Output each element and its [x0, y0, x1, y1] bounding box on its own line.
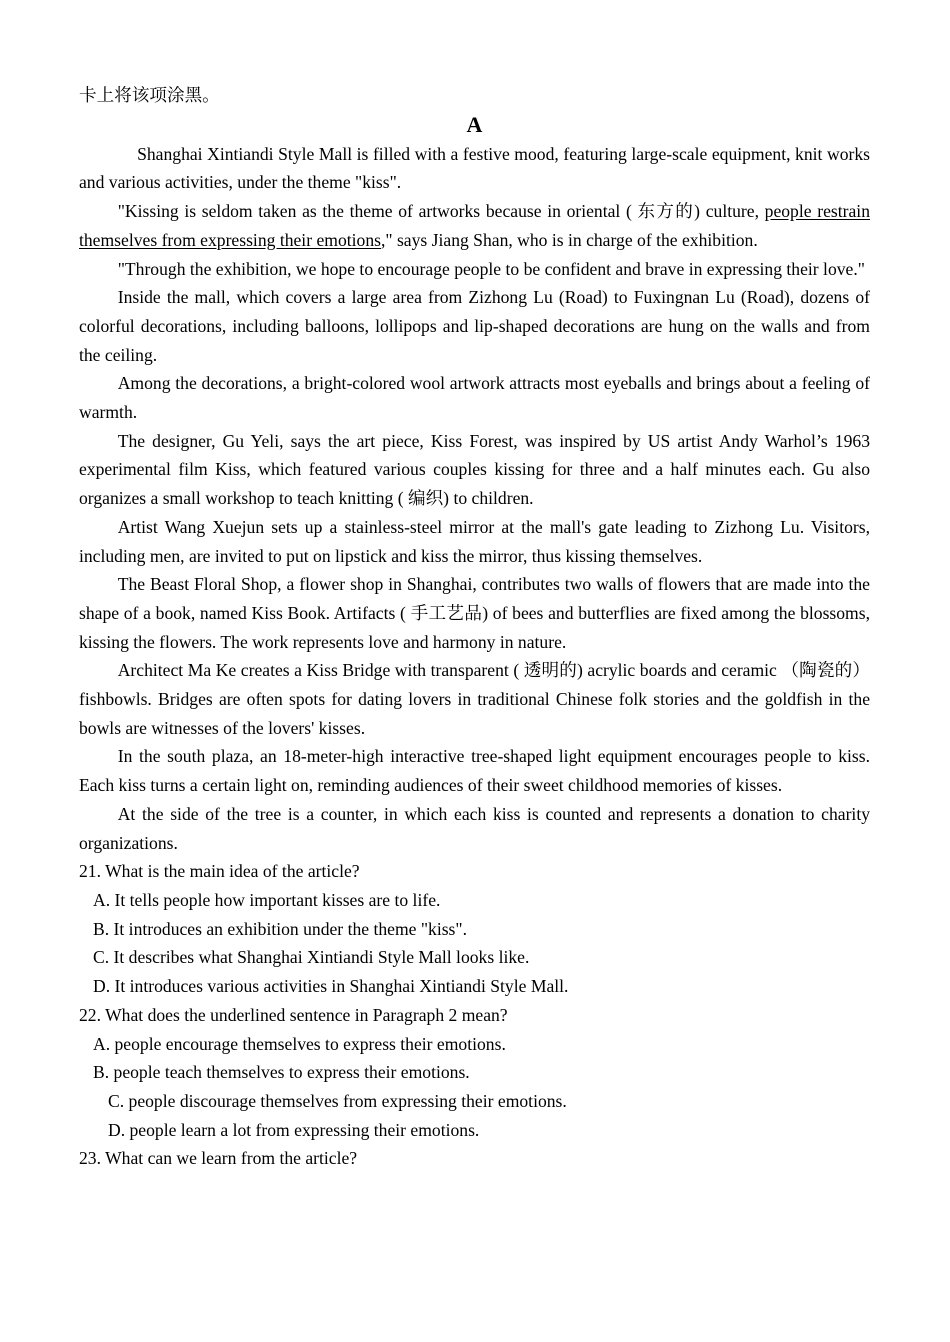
question-21: [79, 857, 870, 1001]
question-stem: 22. What does the underlined sentence in Paragraph 2 mean?: [79, 1004, 508, 1025]
option-a: A. people encourage themselves to express their emotions.: [93, 1033, 506, 1054]
paragraph-2-tail: ," says Jiang Shan, who is in charge of the exhibition.: [380, 229, 758, 250]
question-23: [79, 1144, 870, 1173]
option-c: C. It describes what Shanghai Xintiandi Style Mall looks like.: [93, 947, 530, 968]
section-title: A: [466, 111, 483, 137]
option-c: C. people discourage themselves from expressing their emotions.: [108, 1090, 567, 1111]
question-stem: 21. What is the main idea of the article?: [79, 861, 360, 882]
option-d: D. It introduces various activities in Shanghai Xintiandi Style Mall.: [93, 976, 569, 997]
paragraph-7: Artist Wang Xuejun sets up a stainless-steel mirror at the mall's gate leading to Zizhong Lu. Visitors, including men, are invited to put on lipstick and kiss the mirror, thus kissing themselves.: [79, 516, 870, 566]
paragraph-9: Architect Ma Ke creates a Kiss Bridge with transparent ( 透明的) acrylic boards and ceramic （陶瓷的）fishbowls. Bridges are often spots for dating lovers in traditional Chinese folk stories and the goldfish in the bowls are witnesses of the lovers' kisses.: [79, 660, 870, 738]
paragraph-10: In the south plaza, an 18-meter-high interactive tree-shaped light equipment encourages people to kiss. Each kiss turns a certain light on, reminding audiences of their sweet childhood memories of kisses.: [79, 746, 870, 796]
passage: [79, 140, 870, 858]
question-stem: 23. What can we learn from the article?: [79, 1148, 358, 1169]
option-b: B. It introduces an exhibition under the theme "kiss".: [93, 918, 467, 939]
option-a: A. It tells people how important kisses are to life.: [93, 889, 441, 910]
paragraph-2: [79, 197, 870, 254]
paragraph-1: Shanghai Xintiandi Style Mall is filled with a festive mood, featuring large-scale equipment, knit works and various activities, under the theme "kiss".: [79, 143, 870, 193]
question-22: [79, 1001, 870, 1145]
paragraph-5: Among the decorations, a bright-colored wool artwork attracts most eyeballs and brings about a feeling of warmth.: [79, 373, 870, 423]
paragraph-6: The designer, Gu Yeli, says the art piece, Kiss Forest, was inspired by US artist Andy Warhol’s 1963 experimental film Kiss, which featured various couples kissing for three and a half minutes each. Gu also organizes a small workshop to teach knitting ( 编织) to children.: [79, 430, 870, 509]
paragraph-8: The Beast Floral Shop, a flower shop in Shanghai, contributes two walls of flowers that are made into the shape of a book, named Kiss Book. Artifacts ( 手工艺品) of bees and butterflies are fixed among the blossoms, kissing the flowers. The work represents love and harmony in nature.: [79, 574, 870, 652]
option-b: B. people teach themselves to express their emotions.: [93, 1062, 470, 1083]
header-fragment: 卡上将该项涂黑。: [79, 85, 220, 105]
option-d: D. people learn a lot from expressing their emotions.: [108, 1119, 480, 1140]
paragraph-4: Inside the mall, which covers a large area from Zizhong Lu (Road) to Fuxingnan Lu (Road), dozens of colorful decorations, including balloons, lollipops and lip-shaped decorations are hung on the walls and from the ceiling.: [79, 287, 870, 365]
underlined-sentence: people restrain themselves from expressing their emotions: [79, 201, 870, 250]
paragraph-2-lead: "Kissing is seldom taken as the theme of artworks because in oriental ( 东方的) culture,: [117, 201, 765, 222]
paragraph-11: At the side of the tree is a counter, in which each kiss is counted and represents a donation to charity organizations.: [79, 803, 870, 853]
paragraph-3: "Through the exhibition, we hope to encourage people to be confident and brave in expressing their love.": [117, 258, 865, 279]
